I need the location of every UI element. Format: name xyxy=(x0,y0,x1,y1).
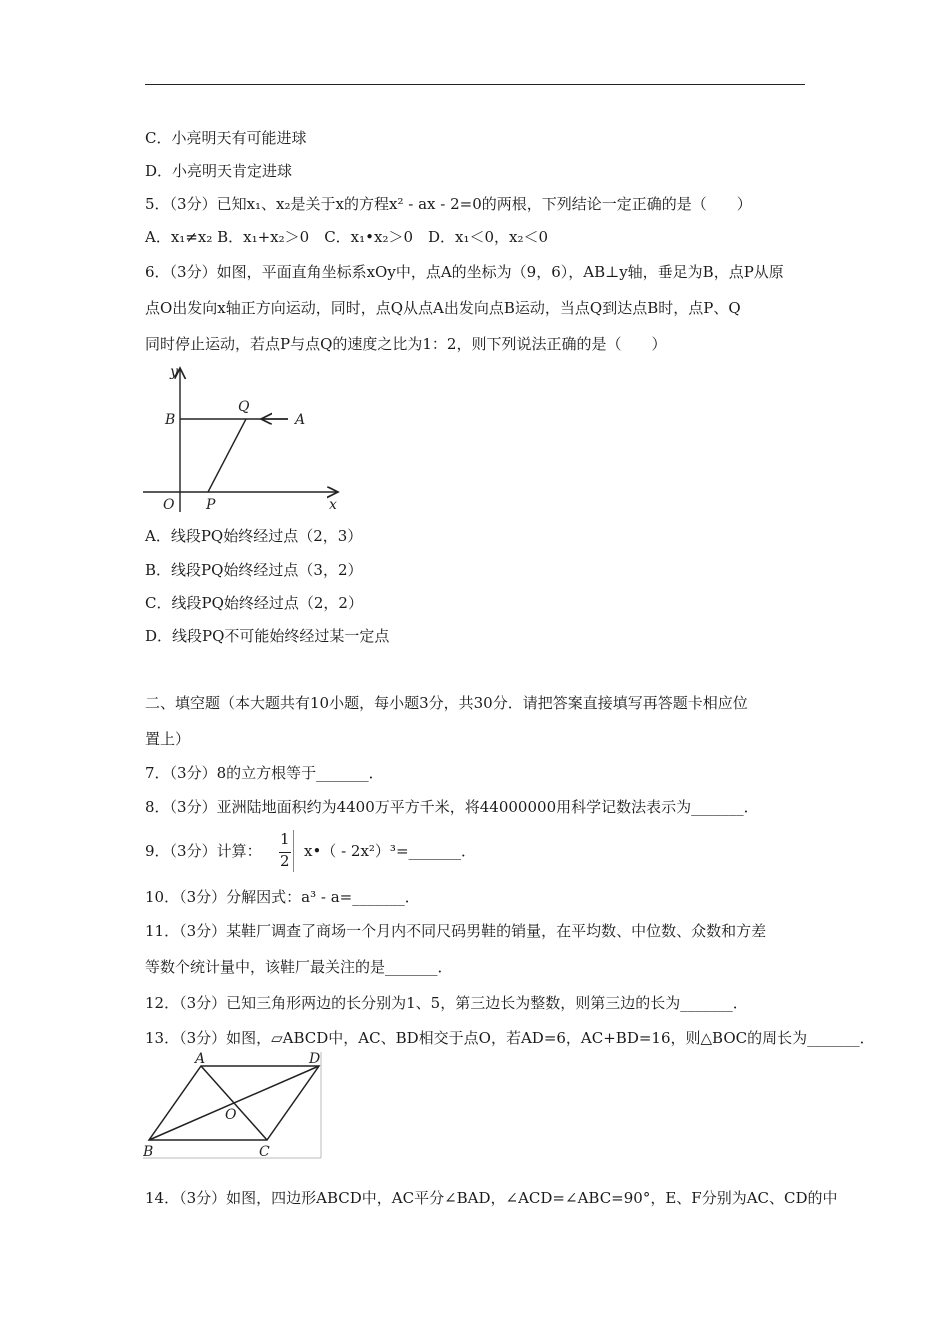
figure-q13-parallelogram xyxy=(143,1052,325,1166)
question-11-line-2: 等数个统计量中，该鞋厂最关注的是_______． xyxy=(145,958,453,976)
question-8: 8．（3分）亚洲陆地面积约为4400万平方千米，将44000000用科学记数法表示为_______． xyxy=(145,798,759,816)
question-14: 14．（3分）如图，四边形ABCD中，AC平分∠BAD，∠ACD=∠ABC=90°，E、F分别为AC、CD的中 xyxy=(145,1189,838,1207)
label-o: O xyxy=(163,497,175,513)
q4-option-d: D．小亮明天肯定进球 xyxy=(145,162,293,180)
section-2-heading-line-1: 二、填空题（本大题共有10小题，每小题3分，共30分．请把答案直接填写再答题卡相应位 xyxy=(145,694,748,712)
label-b: B xyxy=(143,1144,154,1160)
q6-option-c: C．线段PQ始终经过点（2，2） xyxy=(145,594,363,612)
figure-q6-coordinate-diagram xyxy=(143,362,343,518)
question-6-line-1: 6．（3分）如图，平面直角坐标系xOy中，点A的坐标为（9，6），AB⊥y轴，垂足为B，点P从原 xyxy=(145,263,784,281)
fraction-box-edge xyxy=(293,830,294,872)
q6-option-d: D．线段PQ不可能始终经过某一定点 xyxy=(145,627,390,645)
question-9-prefix: 9．（3分）计算： xyxy=(145,842,262,860)
question-13: 13．（3分）如图，▱ABCD中，AC、BD相交于点O，若AD=6，AC+BD=16，则△BOC的周长为_______． xyxy=(145,1029,875,1047)
fraction-denominator: 2 xyxy=(280,852,290,870)
question-6-line-3: 同时停止运动，若点P与点Q的速度之比为1：2，则下列说法正确的是（ ） xyxy=(145,335,667,353)
question-10: 10．（3分）分解因式：a³ - a=_______． xyxy=(145,888,420,906)
question-11-line-1: 11．（3分）某鞋厂调查了商场一个月内不同尺码男鞋的销量，在平均数、中位数、众数和方差 xyxy=(145,922,767,940)
label-c: C xyxy=(259,1144,270,1160)
question-5: 5．（3分）已知x₁、x₂是关于x的方程x² - ax - 2=0的两根，下列结论一定正确的是（ ） xyxy=(145,195,752,213)
q4-option-c: C．小亮明天有可能进球 xyxy=(145,129,307,147)
question-12: 12．（3分）已知三角形两边的长分别为1、5，第三边长为整数，则第三边的长为_______． xyxy=(145,994,748,1012)
label-b: B xyxy=(165,412,176,428)
label-x: x xyxy=(329,497,337,513)
label-p: P xyxy=(206,497,216,513)
question-9-expression: x•（ - 2x²）³=_______． xyxy=(304,842,477,860)
question-6-line-2: 点O出发向x轴正方向运动，同时，点Q从点A出发向点B运动，当点Q到达点B时，点P、Q xyxy=(145,299,741,317)
fraction-one-half xyxy=(276,828,296,874)
label-y: y xyxy=(170,364,178,380)
label-o: O xyxy=(225,1107,237,1123)
label-a: A xyxy=(295,412,306,428)
fraction-numerator: 1 xyxy=(280,830,290,848)
q6-option-a: A．线段PQ始终经过点（2，3） xyxy=(145,527,363,545)
question-5-options: A．x₁≠x₂ B．x₁+x₂＞0 C．x₁•x₂＞0 D．x₁＜0，x₂＜0 xyxy=(145,228,549,246)
question-7: 7．（3分）8的立方根等于_______． xyxy=(145,764,384,782)
segment-pq xyxy=(208,419,246,492)
label-d: D xyxy=(309,1052,321,1067)
label-a: A xyxy=(195,1052,206,1067)
label-q: Q xyxy=(238,399,250,415)
section-2-heading-line-2: 置上） xyxy=(145,730,191,748)
header-rule xyxy=(145,84,805,85)
q6-option-b: B．线段PQ始终经过点（3，2） xyxy=(145,561,363,579)
